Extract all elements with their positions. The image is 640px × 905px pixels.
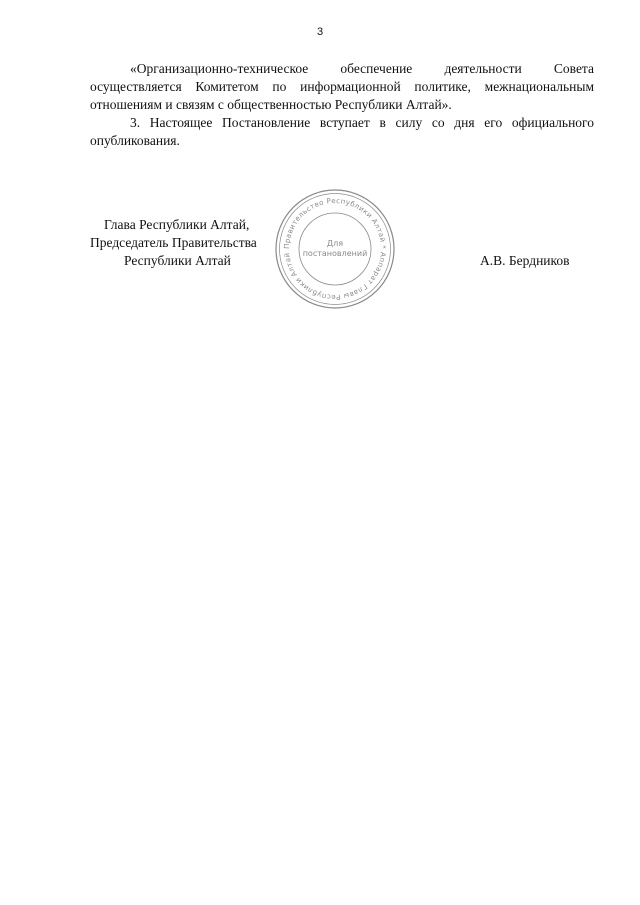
signatory-title-line-3: Республики Алтай xyxy=(124,253,231,268)
signatory-title-line-1: Глава Республики Алтай, xyxy=(104,217,250,232)
paragraph-council-support: «Организационно-техническое обеспечение деятельности Совета осуществляется Комитетом по информационной политике, межнациональным отношениям и связям с общественностью Республики Алтай». xyxy=(90,61,594,112)
seal-outer-text: Правительство Республики Алтай * Аппарат Главы Республики Алтай xyxy=(282,196,388,302)
official-seal-stamp xyxy=(274,188,396,310)
seal-inner-text-line-1: Для xyxy=(326,239,344,248)
document-body xyxy=(90,60,594,150)
signature-block xyxy=(90,216,257,270)
signatory-name: А.В. Бердников xyxy=(480,253,570,268)
page-number: 3 xyxy=(316,26,324,38)
paragraph-entry-into-force: 3. Настоящее Постановление вступает в силу со дня его официального опубликования. xyxy=(90,115,594,148)
signatory-title-line-2: Председатель Правительства xyxy=(90,235,257,250)
seal-inner-text-line-2: постановлений xyxy=(302,249,368,258)
